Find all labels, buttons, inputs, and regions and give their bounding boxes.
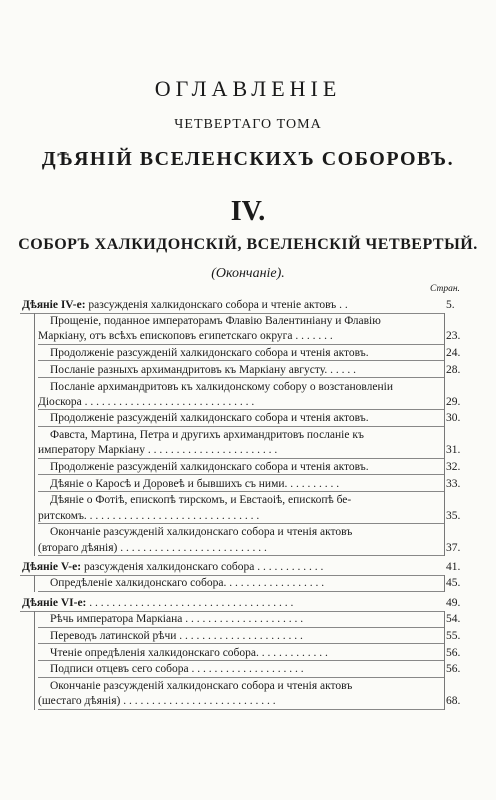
entry-text: ритскомъ. . . . . . . . . . . . . . . . . . . . . . . . . . . . . . . — [38, 509, 260, 522]
entry-rule — [38, 660, 444, 661]
entry-text — [22, 298, 440, 313]
entry-text: Переводъ латинской рѣчи . . . . . . . . . . . . . . . . . . . . . . — [50, 630, 303, 642]
entry-text: Маркiану, отъ всѣхъ епископовъ египетскаго округа . . . . . . . — [38, 330, 333, 343]
council-title: СОБОРЪ ХАЛКИДОНСКIЙ, ВСЕЛЕНСКIЙ ЧЕТВЕРТЫЙ. — [18, 236, 478, 253]
entry-rule — [38, 360, 444, 361]
entry-rule — [38, 523, 444, 524]
ending-note: (Окончанiе). — [211, 266, 285, 281]
entry-text — [22, 596, 440, 611]
entry-rule — [38, 555, 444, 556]
page-number: 30. — [446, 412, 461, 425]
section-description: . . . . . . . . . . . . . . . . . . . . . . . . . . . . . . . . . . . . — [86, 597, 294, 610]
entry-rule — [38, 426, 444, 427]
page-number: 55. — [446, 630, 461, 642]
page-number: 23. — [446, 330, 461, 343]
entry-text: Подписи отцевъ сего собора . . . . . . . . . . . . . . . . . . . . — [50, 663, 304, 676]
entry-rule — [38, 643, 444, 644]
entry-rule — [38, 458, 444, 459]
entry-rule — [38, 344, 444, 345]
entry-text: Продолженiе разсужденiй халкидонскаго собора и чтенiя актовъ. — [50, 412, 369, 425]
bracket-line — [34, 313, 35, 556]
entry-text: Дѣянiе о Фотiѣ, епископѣ тирскомъ, и Евстаоiѣ, епископѣ бе- — [50, 494, 352, 507]
page-number: 35. — [446, 509, 461, 522]
page-number: 24. — [446, 347, 461, 360]
entry-text: Окончанiе разсужденiй халкидонскаго собора и чтенiя актовъ — [50, 680, 353, 693]
entry-text: Прощенiе, поданное императорамъ Флавiю Валентинiану и Флавiю — [50, 315, 381, 328]
entry-text: Посланiе архимандритовъ къ халкидонскому собору о возстановленiи — [50, 380, 394, 393]
entry-text: Дiоскора . . . . . . . . . . . . . . . . . . . . . . . . . . . . . . — [38, 395, 255, 408]
entry-rule — [38, 677, 444, 678]
section-description: разсужденiя халкидонскаго собора и чтенiе актовъ . . — [85, 299, 348, 311]
page-title: ОГЛАВЛЕНIЕ — [154, 76, 342, 101]
page-number: 68. — [446, 695, 461, 708]
page-number: 31. — [446, 444, 461, 457]
page-column-label: Стран. — [430, 284, 460, 294]
entry-text — [22, 560, 440, 575]
entry-rule — [38, 627, 444, 628]
entry-text: Продолженiе разсужденiй халкидонскаго собора и чтенiя актовъ. — [50, 461, 369, 473]
entry-rule — [38, 474, 444, 475]
section-description: разсужденiя халкидонскаго собора . . . . . . . . . . . . — [81, 561, 324, 574]
page-number: 37. — [446, 541, 461, 554]
entry-text: Окончанiе разсужденiй халкидонскаго собора и чтенiя актовъ — [50, 526, 353, 539]
entry-text: Фавста, Мартина, Петра и другихъ архимандритовъ посланiе къ — [50, 429, 364, 442]
entry-text: императору Маркiану . . . . . . . . . . . . . . . . . . . . . . . — [38, 444, 278, 457]
volume-subtitle: ЧЕТВЕРТАГО ТОМА — [174, 117, 322, 132]
page-number: 33. — [446, 477, 461, 490]
section-label: Дѣянiе VI-е: — [22, 597, 87, 610]
entry-rule — [38, 377, 444, 378]
entry-text: Рѣчь императора Маркiана . . . . . . . . . . . . . . . . . . . . . — [50, 613, 304, 626]
page-number: 45. — [446, 577, 461, 590]
page-number: 32. — [446, 461, 461, 473]
section-label: Дѣянiе IV-е: — [22, 299, 86, 311]
page-number: 5. — [446, 299, 455, 311]
page-number: 54. — [446, 613, 461, 626]
bracket-line — [34, 611, 35, 710]
entry-text: (шестаго дѣянiя) . . . . . . . . . . . . . . . . . . . . . . . . . . . — [38, 695, 276, 708]
entry-rule — [38, 409, 444, 410]
entry-text: Опредѣленiе халкидонскаго собора. . . . . . . . . . . . . . . . . . — [50, 577, 325, 590]
entry-text: (втораго дѣянiя) . . . . . . . . . . . . . . . . . . . . . . . . . . — [38, 541, 267, 554]
book-title: ДѢЯНIЙ ВСЕЛЕНСКИХЪ СОБОРОВЪ. — [41, 148, 455, 170]
entry-rule — [38, 591, 444, 592]
page-number: 28. — [446, 363, 461, 376]
bracket-line — [34, 575, 35, 592]
entry-text: Дѣянiе о Каросѣ и Доровеѣ и бывшихъ съ ними. . . . . . . . . . — [50, 477, 340, 490]
section-label: Дѣянiе V-е: — [22, 561, 82, 574]
entry-rule — [38, 709, 444, 710]
entry-text: Чтенiе опредѣленiя халкидонскаго собора. . . . . . . . . . . . . — [50, 646, 328, 659]
page-column-line — [444, 611, 445, 710]
page-column-line — [444, 313, 445, 556]
entry-text: Посланiе разныхъ архимандритовъ къ Маркiану августу. . . . . . — [50, 363, 356, 376]
part-number: IV. — [230, 196, 266, 227]
page-number: 56. — [446, 646, 461, 659]
page-number: 56. — [446, 663, 461, 676]
entry-text: Продолженiе разсужденiй халкидонскаго собора и чтенiя актовъ. — [50, 347, 369, 360]
page-number: 49. — [446, 597, 461, 610]
entry-rule — [38, 491, 444, 492]
page-number: 29. — [446, 395, 461, 408]
page-number: 41. — [446, 561, 461, 574]
page-column-line — [444, 575, 445, 592]
